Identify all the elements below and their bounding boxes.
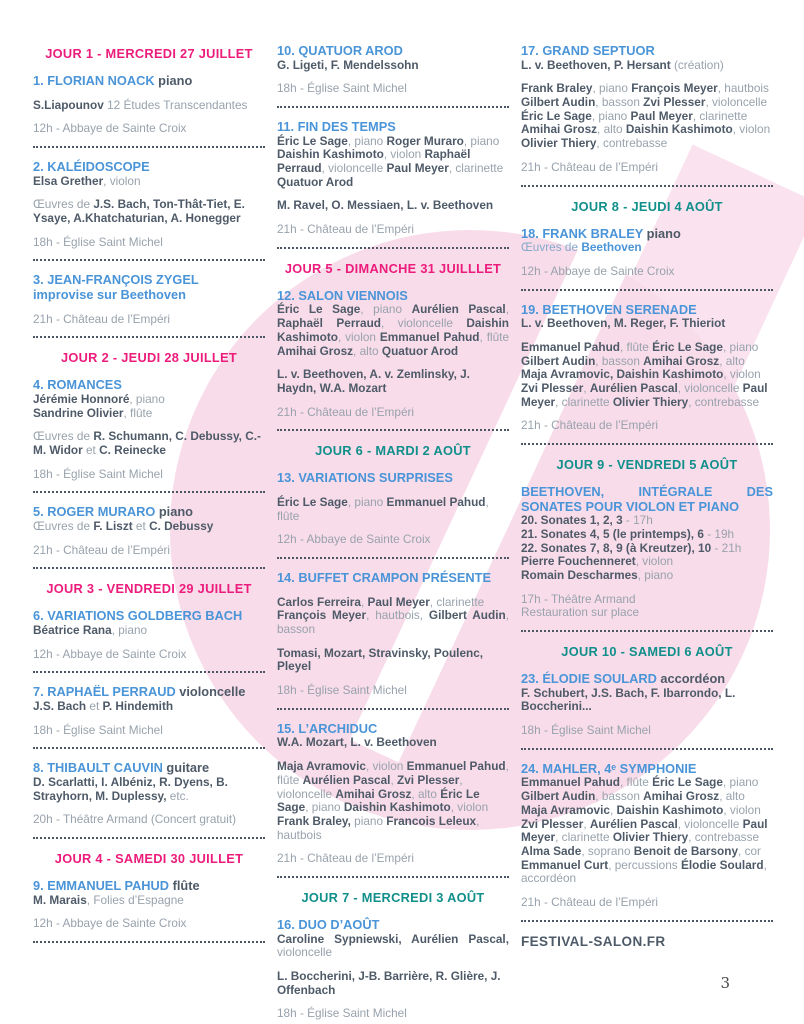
day-header: JOUR 4 - SAMEDI 30 JUILLET — [54, 851, 244, 867]
separator — [521, 748, 773, 750]
separator — [277, 106, 509, 108]
text-line: 18h - Église Saint Michel — [277, 683, 407, 698]
text-line: Caroline Sypniewski, Aurélien Pascal, violoncelle — [277, 931, 509, 960]
text-line: Œuvres de Beethoven — [521, 240, 642, 255]
text-line: 18h - Église Saint Michel — [33, 466, 163, 481]
text-block — [33, 879, 265, 907]
text-block — [521, 485, 773, 583]
separator — [521, 630, 773, 632]
separator — [277, 876, 509, 878]
column-2 — [277, 44, 509, 1024]
text-block — [33, 917, 265, 931]
separator — [277, 247, 509, 249]
separator — [33, 491, 265, 493]
text-line: 17h - Théâtre Armand — [521, 591, 636, 606]
text-block — [277, 596, 509, 637]
text-block — [277, 368, 509, 395]
text-block — [277, 684, 509, 698]
text-block — [33, 724, 265, 738]
text-block — [277, 496, 509, 523]
concert-title: 4. ROMANCES — [33, 377, 122, 393]
text-line: Emmanuel Pahud, flûte Éric Le Sage, piano Gilbert Audin, basson Amihai Grosz, alto Maja Avramovic, Daishin Kashimoto, violon Zvi Plesser, Aurélien Pascal, violoncelle Paul Meyer, clarinette Olivier Thiery, contrebasse — [521, 339, 768, 409]
concert-title: 19. BEETHOVEN SERENADE — [521, 301, 697, 317]
text-block — [33, 122, 265, 136]
concert-title: 13. VARIATIONS SURPRISES — [277, 470, 453, 486]
text-line: 21h - Château de l’Empéri — [277, 222, 415, 237]
day-header: JOUR 8 - JEUDI 4 AOÛT — [571, 198, 723, 214]
text-line: 20h - Théâtre Armand (Concert gratuit) — [33, 812, 237, 827]
text-block — [277, 44, 509, 72]
text-block — [33, 313, 265, 327]
text-line: 21h - Château de l’Empéri — [521, 418, 659, 433]
text-block — [521, 82, 773, 151]
separator — [33, 671, 265, 673]
text-block — [33, 544, 265, 558]
column-1 — [33, 44, 265, 1024]
text-line: Jérémie Honnoré, piano — [33, 391, 165, 406]
text-line: G. Ligeti, F. Mendelssohn — [277, 57, 419, 72]
text-block — [33, 505, 265, 533]
concert-title: 16. DUO D’AOÛT — [277, 917, 380, 933]
text-block — [277, 82, 509, 96]
text-block — [277, 647, 509, 674]
concert-title: 6. VARIATIONS GOLDBERG BACH — [33, 608, 243, 624]
concert-title: 24. MAHLER, 4ᵉ SYMPHONIE — [521, 760, 697, 776]
text-block — [33, 198, 265, 225]
text-block — [277, 471, 509, 486]
day-header: JOUR 10 - SAMEDI 6 AOÛT — [561, 644, 733, 660]
concert-title: 14. BUFFET CRAMPON PRÉSENTE — [277, 570, 492, 586]
separator — [33, 146, 265, 148]
concert-title: 7. RAPHAËL PERRAUD violoncelle — [33, 684, 246, 700]
text-line: 12h - Abbaye de Sainte Croix — [33, 646, 187, 661]
separator — [521, 443, 773, 445]
text-block — [33, 813, 265, 827]
text-block — [33, 160, 265, 188]
text-line: S.Liapounov 12 Études Transcendantes — [33, 97, 248, 112]
text-block — [521, 419, 773, 433]
text-block — [277, 918, 509, 960]
text-block — [33, 273, 265, 302]
text-block — [277, 722, 509, 750]
separator — [277, 557, 509, 559]
separator — [277, 708, 509, 710]
festival-website: FESTIVAL-SALON.FR — [521, 933, 666, 949]
concert-title: 3. JEAN-FRANÇOIS ZYGEL — [33, 272, 199, 288]
text-block — [33, 74, 265, 89]
text-line: 21h - Château de l’Empéri — [277, 851, 415, 866]
text-block — [33, 761, 265, 803]
concert-title: improvise sur Beethoven — [33, 287, 186, 302]
text-block — [33, 468, 265, 482]
text-line: W.A. Mozart, L. v. Beethoven — [277, 735, 437, 750]
separator — [277, 429, 509, 431]
text-line: 21h - Château de l’Empéri — [521, 895, 659, 910]
text-line: 22. Sonates 7, 8, 9 (à Kreutzer), 10 - 21h — [521, 540, 742, 555]
text-line: Tomasi, Mozart, Stravinsky, Poulenc, Pleyel — [277, 645, 484, 674]
text-line: 18h - Église Saint Michel — [277, 1006, 407, 1021]
concert-title: 10. QUATUOR AROD — [277, 43, 403, 58]
text-line: 21h - Château de l’Empéri — [277, 404, 415, 419]
text-line: F. Schubert, J.S. Bach, F. Ibarrondo, L. Boccherini... — [521, 685, 736, 714]
day-header: JOUR 5 - DIMANCHE 31 JUILLLET — [284, 260, 502, 276]
text-line: 18h - Église Saint Michel — [521, 723, 651, 738]
concert-title: 9. EMMANUEL PAHUD flûte — [33, 878, 200, 894]
text-block — [277, 852, 509, 866]
text-line: Romain Descharmes, piano — [521, 568, 674, 583]
text-line: Œuvres de R. Schumann, C. Debussy, C.-M. Widor et C. Reinecke — [33, 429, 261, 457]
text-line: 12h - Abbaye de Sainte Croix — [521, 263, 675, 278]
text-block — [521, 896, 773, 910]
text-block — [277, 406, 509, 420]
separator — [33, 567, 265, 569]
text-line: Carlos Ferreira, Paul Meyer, clarinette — [277, 594, 485, 609]
text-line: M. Ravel, O. Messiaen, L. v. Beethoven — [277, 198, 494, 213]
text-block — [277, 970, 509, 997]
concert-title: 1. FLORIAN NOACK piano — [33, 73, 193, 88]
page-number: 3 — [720, 974, 730, 992]
text-line: Éric Le Sage, piano Roger Muraro, piano Daishin Kashimoto, violon Raphaël Perraud, violoncelle Paul Meyer, clarinette Quatuor Arod — [277, 133, 504, 189]
text-line: 18h - Église Saint Michel — [277, 81, 407, 96]
text-block — [33, 609, 265, 637]
day-header: JOUR 1 - MERCREDI 27 JUILLET — [45, 46, 253, 61]
text-line: L. v. Beethoven, P. Hersant (création) — [521, 57, 724, 72]
text-line: Pierre Fouchenneret, violon — [521, 554, 674, 569]
concert-title: 8. THIBAULT CAUVIN guitare — [33, 760, 210, 776]
separator — [33, 259, 265, 261]
text-block — [33, 236, 265, 250]
text-line: 21. Sonates 4, 5 (le printemps), 6 - 19h — [521, 526, 735, 541]
text-block — [277, 1007, 509, 1021]
text-block — [33, 99, 265, 113]
text-line: 18h - Église Saint Michel — [33, 234, 163, 249]
text-line: L. v. Beethoven, M. Reger, F. Thieriot — [521, 316, 726, 331]
text-block — [521, 341, 773, 410]
day-header: JOUR 6 - MARDI 2 AOÛT — [315, 443, 471, 459]
text-line: 21h - Château de l’Empéri — [521, 159, 659, 174]
text-line: L. Boccherini, J-B. Barrière, R. Glière, J. Offenbach — [277, 969, 501, 997]
text-block — [277, 289, 509, 358]
text-block — [521, 161, 773, 175]
text-block — [521, 724, 773, 738]
text-block — [277, 120, 509, 189]
text-line: M. Marais, Folies d’Espagne — [33, 892, 184, 907]
text-line: François Meyer, hautbois, Gilbert Audin, basson — [277, 608, 509, 637]
text-line: Éric Le Sage, piano Aurélien Pascal, Raphaël Perraud, violoncelle Daishin Kashimoto, violon Emmanuel Pahud, flûte Amihai Grosz, alto Quatuor Arod — [277, 302, 510, 358]
text-block — [521, 303, 773, 331]
separator — [33, 837, 265, 839]
concert-title: BEETHOVEN, INTÉGRALE DES SONATES POUR VIOLON ET PIANO — [521, 484, 773, 514]
text-line: D. Scarlatti, I. Albéniz, R. Dyens, B. Strayhorn, M. Duplessy, etc. — [33, 775, 228, 803]
text-block — [277, 533, 509, 547]
text-block — [521, 672, 773, 714]
separator — [33, 747, 265, 749]
concert-title: 17. GRAND SEPTUOR — [521, 43, 655, 58]
text-block — [521, 44, 773, 72]
text-line: 12h - Abbaye de Sainte Croix — [33, 121, 187, 136]
text-line: J.S. Bach et P. Hindemith — [33, 699, 174, 713]
text-line: L. v. Beethoven, A. v. Zemlinsky, J. Haydn, W.A. Mozart — [277, 367, 470, 395]
text-block — [33, 378, 265, 420]
text-block — [33, 648, 265, 662]
text-block — [521, 593, 773, 620]
separator — [33, 941, 265, 943]
separator — [521, 185, 773, 187]
text-block — [277, 199, 509, 213]
text-block — [277, 223, 509, 237]
text-line: Œuvres de J.S. Bach, Ton-Thât-Tiet, E. Ysaye, A.Khatchaturian, A. Honegger — [33, 197, 245, 225]
text-block — [33, 430, 265, 457]
text-line: 21h - Château de l’Empéri — [33, 542, 171, 557]
day-header: JOUR 2 - JEUDI 28 JUILLET — [60, 350, 238, 366]
program-columns — [33, 44, 773, 1024]
text-line: Sandrine Olivier, flûte — [33, 405, 153, 420]
text-line: Elsa Grether, violon — [33, 173, 141, 188]
text-line: Emmanuel Pahud, flûte Éric Le Sage, piano Gilbert Audin, basson Amihai Grosz, alto Maja Avramovic, Daishin Kashimoto, violon Zvi Plesser, Aurélien Pascal, violoncelle Paul Meyer, clarinette Olivier Thiery, contrebasse Alma Sade, soprano Benoit de Barsony, cor Emmanuel Curt, percussions Élodie Soulard, accordéon — [521, 775, 768, 886]
text-line: 18h - Église Saint Michel — [33, 722, 163, 737]
text-line: 12h - Abbaye de Sainte Croix — [33, 916, 187, 931]
text-line: 21h - Château de l’Empéri — [33, 311, 171, 326]
separator — [33, 336, 265, 338]
column-3 — [521, 44, 773, 1024]
text-block — [521, 265, 773, 279]
text-block — [521, 227, 773, 255]
text-line: 20. Sonates 1, 2, 3 - 17h — [521, 513, 653, 528]
concert-title: 11. FIN DES TEMPS — [277, 119, 396, 134]
concert-title: 23. ÉLODIE SOULARD accordéon — [521, 671, 726, 687]
day-header: JOUR 7 - MERCREDI 3 AOÛT — [301, 890, 485, 906]
text-line: Éric Le Sage, piano Emmanuel Pahud, flûte — [277, 494, 489, 523]
text-block — [521, 762, 773, 886]
text-line: Œuvres de F. Liszt et C. Debussy — [33, 519, 214, 533]
concert-title: 5. ROGER MURARO piano — [33, 504, 193, 520]
text-block — [277, 760, 509, 842]
concert-title: 15. L’ARCHIDUC — [277, 720, 378, 736]
separator — [521, 920, 773, 922]
concert-title: 2. KALÉIDOSCOPE — [33, 159, 150, 174]
text-line: Restauration sur place — [521, 605, 640, 620]
text-line: Frank Braley, piano François Meyer, hautbois Gilbert Audin, basson Zvi Plesser, violoncelle Éric Le Sage, piano Paul Meyer, clarinette Amihai Grosz, alto Daishin Kashimoto, violon Olivier Thiery, contrebasse — [521, 81, 771, 151]
text-line: Maja Avramovic, violon Emmanuel Pahud, flûte Aurélien Pascal, Zvi Plesser, violoncelle Amihai Grosz, alto Éric Le Sage, piano Daishin Kashimoto, violon Frank Braley, piano Francois Leleux, hautbois — [277, 759, 509, 842]
concert-title: 12. SALON VIENNOIS — [277, 287, 408, 303]
text-block — [33, 685, 265, 713]
day-header: JOUR 9 - VENDREDI 5 AOÛT — [556, 457, 738, 473]
day-header: JOUR 3 - VENDREDI 29 JUILLET — [46, 581, 252, 597]
concert-title: 18. FRANK BRALEY piano — [521, 225, 681, 241]
text-line: Béatrice Rana, piano — [33, 623, 148, 637]
text-line: 12h - Abbaye de Sainte Croix — [277, 532, 431, 547]
text-block — [277, 571, 509, 586]
separator — [521, 289, 773, 291]
